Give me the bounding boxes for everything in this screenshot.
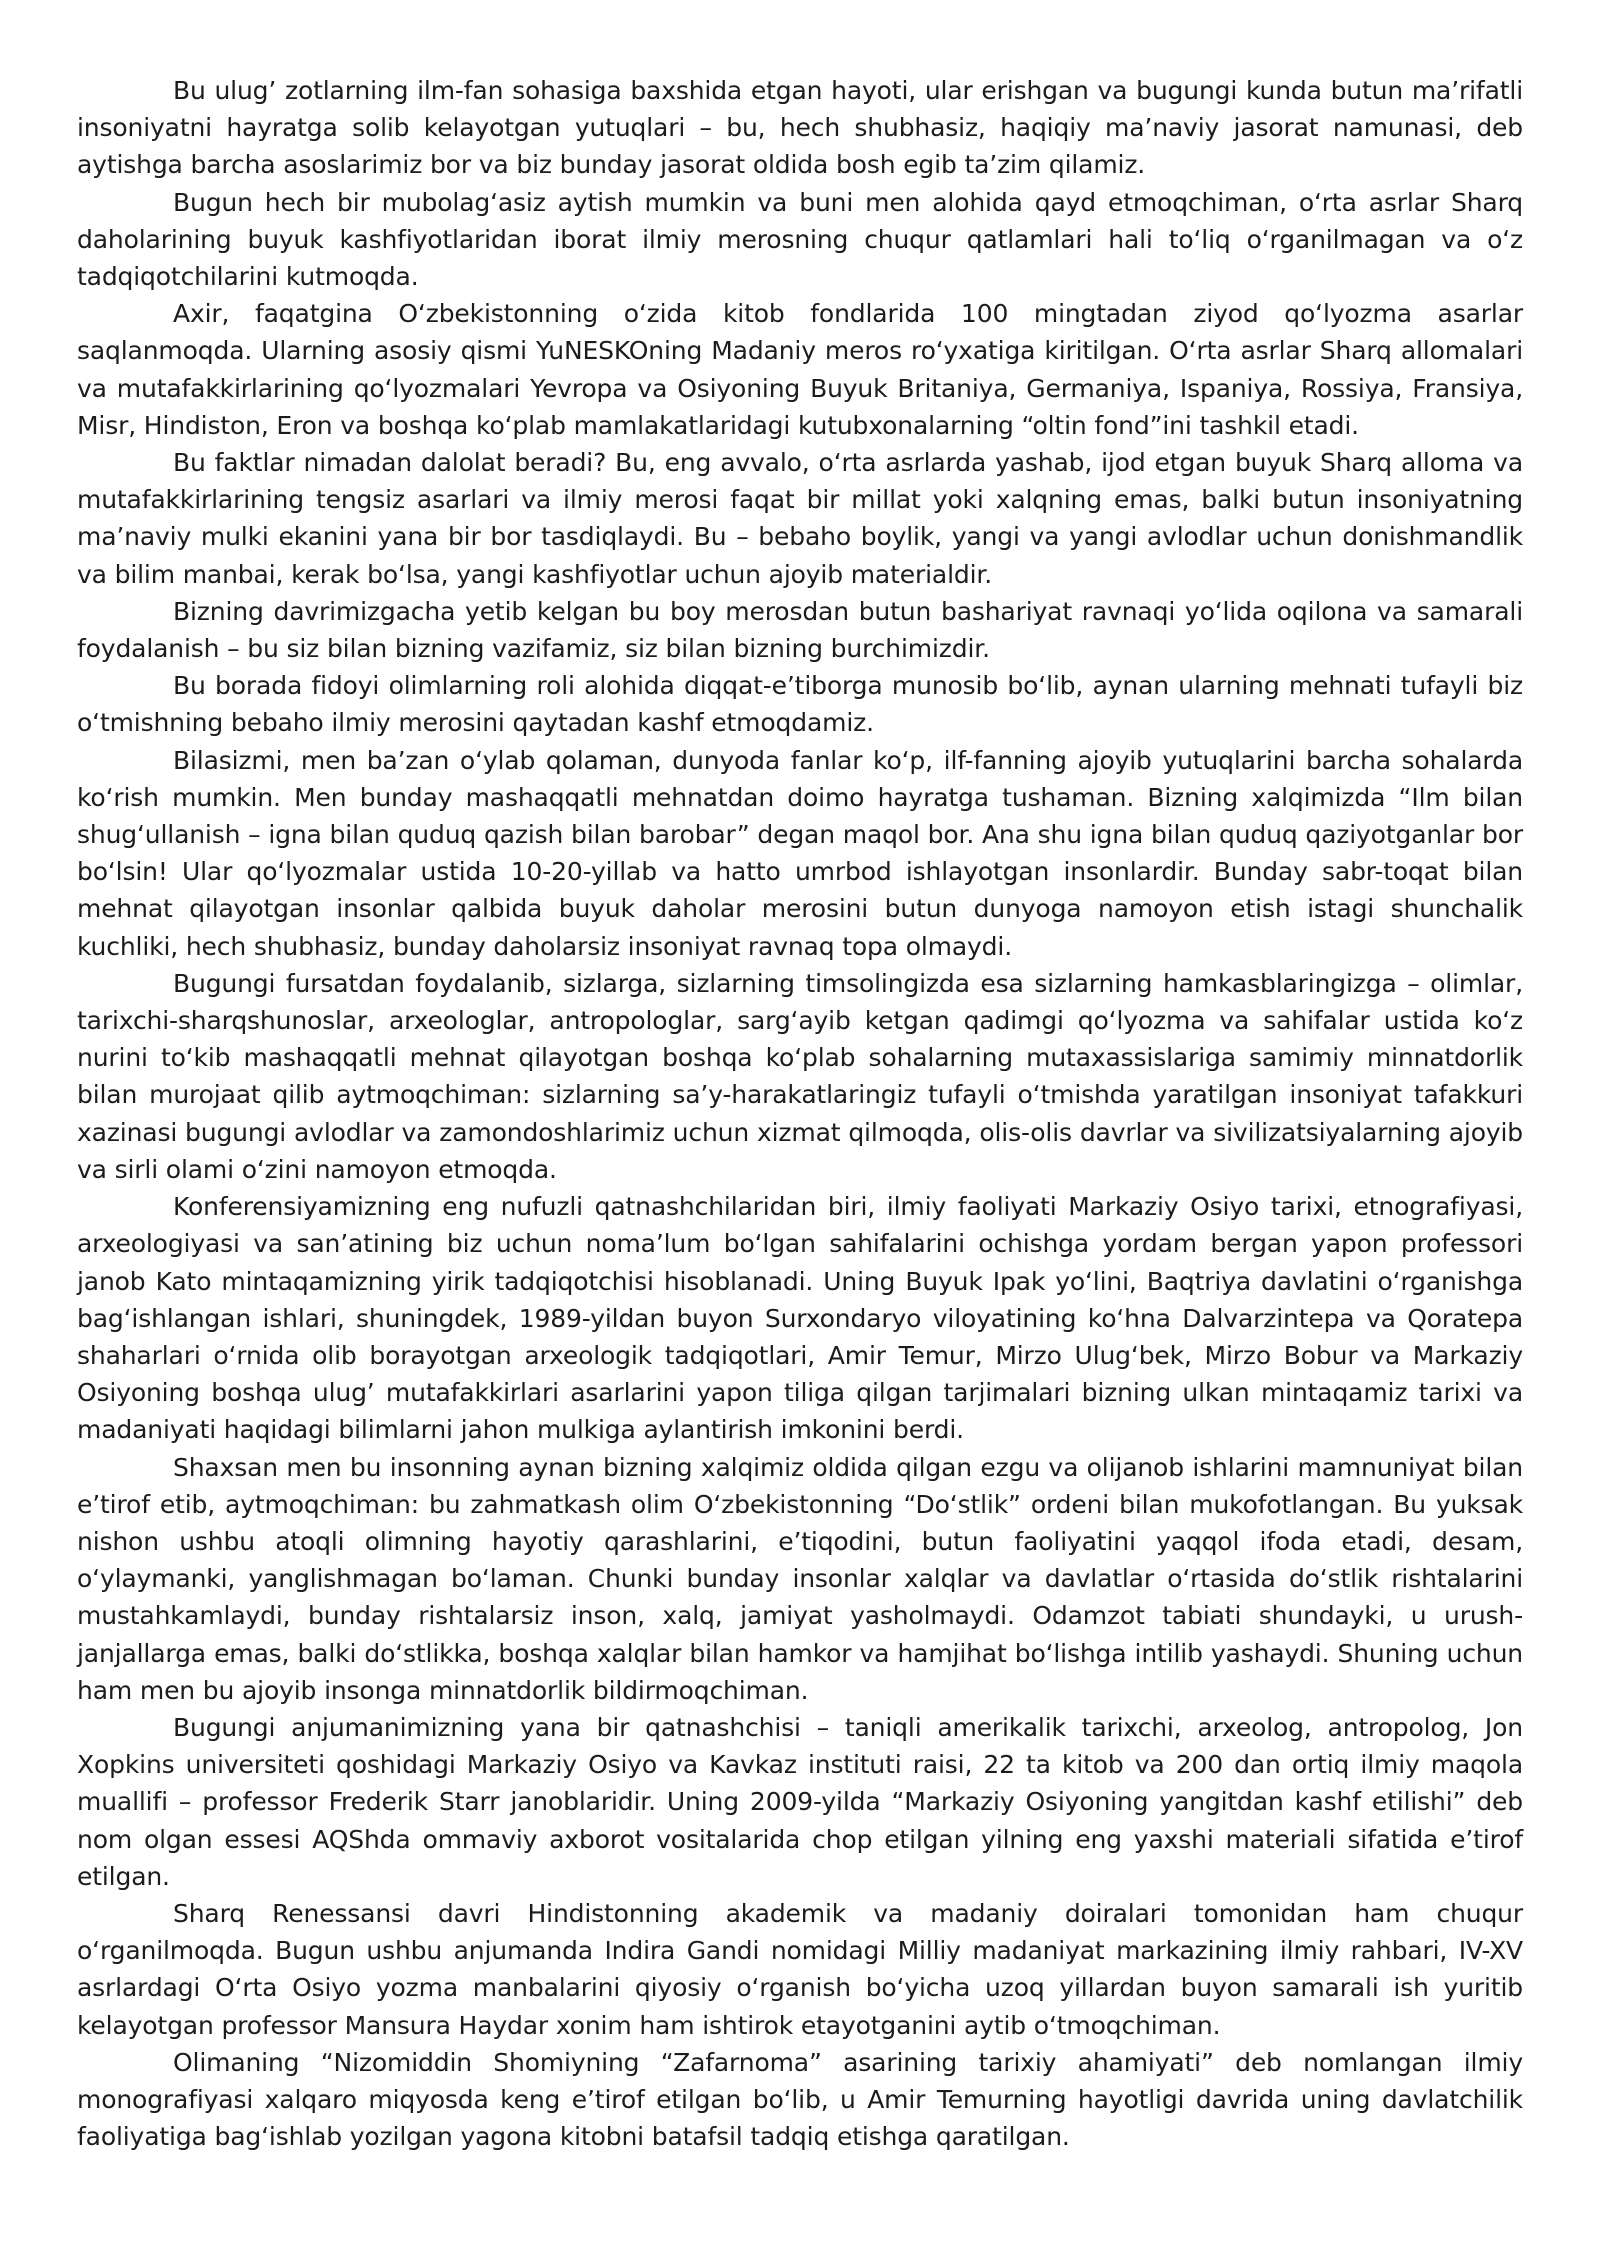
document-body bbox=[77, 72, 1523, 2155]
paragraph-12: Sharq Renessansi davri Hindistonning akademik va madaniy doiralari tomonidan ham chuqur o‘rganilmoqda. Bugun ushbu anjumanda Indira Gandi nomidagi Milliy madaniyat markazining ilmiy rahbari, IV-XV asrlardagi O‘rta Osiyo yozma manbalarini qiyosiy o‘rganish bo‘yicha uzoq yillardan buyon samarali ish yuritib kelayotgan professor Mansura Haydar xonim ham ishtirok etayotganini aytib o‘tmoqchiman. bbox=[77, 1898, 1523, 2040]
paragraph-5: Bizning davrimizgacha yetib kelgan bu boy merosdan butun bashariyat ravnaqi yo‘lida oqilona va samarali foydalanish – bu siz bilan bizning vazifamiz, siz bilan bizning burchimizdir. bbox=[77, 596, 1523, 664]
paragraph-2: Bugun hech bir mubolag‘asiz aytish mumkin va buni men alohida qayd etmoqchiman, o‘rta asrlar Sharq daholarining buyuk kashfiyotlaridan iborat ilmiy merosning chuqur qatlamlari hali to‘liq o‘rganilmagan va o‘z tadqiqotchilarini kutmoqda. bbox=[77, 187, 1523, 292]
paragraph-6: Bu borada fidoyi olimlarning roli alohida diqqat-e’tiborga munosib bo‘lib, aynan ularning mehnati tufayli biz o‘tmishning bebaho ilmiy merosini qaytadan kashf etmoqdamiz. bbox=[77, 671, 1523, 738]
paragraph-4: Bu faktlar nimadan dalolat beradi? Bu, eng avvalo, o‘rta asrlarda yashab, ijod etgan buyuk Sharq alloma va mutafakkirlarining tengsiz asarlari va ilmiy merosi faqat bir millat yoki xalqning emas, balki butun insoniyatning ma’naviy mulki ekanini yana bir bor tasdiqlaydi. Bu – bebaho boylik, yangi va yangi avlodlar uchun donishmandlik va bilim manbai, kerak bo‘lsa, yangi kashfiyotlar uchun ajoyib materialdir. bbox=[77, 448, 1523, 589]
paragraph-9: Konferensiyamizning eng nufuzli qatnashchilaridan biri, ilmiy faoliyati Markaziy Osiyo tarixi, etnografiyasi, arxeologiyasi va san’atining biz uchun noma’lum bo‘lgan sahifalarini ochishga yordam bergan yapon professori janob Kato mintaqamizning yirik tadqiqotchisi hisoblanadi. Uning Buyuk Ipak yo‘lini, Baqtriya davlatini o‘rganishga bag‘ishlangan ishlari, shuningdek, 1989-yildan buyon Surxondaryo viloyatining ko‘hna Dalvarzintepa va Qoratepa shaharlari o‘rnida olib borayotgan arxeologik tadqiqotlari, Amir Temur, Mirzo Ulug‘bek, Mirzo Bobur va Markaziy Osiyoning boshqa ulug’ mutafakkirlari asarlarini yapon tiliga qilgan tarjimalari bizning ulkan mintaqamiz tarixi va madaniyati haqidagi bilimlarni jahon mulkiga aylantirish imkonini berdi. bbox=[77, 1192, 1523, 1445]
paragraph-3: Axir, faqatgina O‘zbekistonning o‘zida kitob fondlarida 100 mingtadan ziyod qo‘lyozma asarlar saqlanmoqda. Ularning asosiy qismi YuNESKOning Madaniy meros ro‘yxatiga kiritilgan. O‘rta asrlar Sharq allomalari va mutafakkirlarining qo‘lyozmalari Yevropa va Osiyoning Buyuk Britaniya, Germaniya, Ispaniya, Rossiya, Fransiya, Misr, Hindiston, Eron va boshqa ko‘plab mamlakatlaridagi kutubxonalarning “oltin fond”ini tashkil etadi. bbox=[77, 299, 1523, 440]
paragraph-8: Bugungi fursatdan foydalanib, sizlarga, sizlarning timsolingizda esa sizlarning hamkasblaringizga – olimlar, tarixchi-sharqshunoslar, arxeologlar, antropologlar, sarg‘ayib ketgan qadimgi qo‘lyozma va sahifalar ustida ko‘z nurini to‘kib mashaqqatli mehnat qilayotgan boshqa ko‘plab sohalarning mutaxassislariga samimiy minnatdorlik bilan murojaat qilib aytmoqchiman: sizlarning sa’y-harakatlaringiz tufayli o‘tmishda yaratilgan insoniyat tafakkuri xazinasi bugungi avlodlar va zamondoshlarimiz uchun xizmat qilmoqda, olis-olis davrlar va sivilizatsiyalarning ajoyib va sirli olami o‘zini namoyon etmoqda. bbox=[77, 968, 1523, 1184]
paragraph-7: Bilasizmi, men ba’zan o‘ylab qolaman, dunyoda fanlar ko‘p, ilf-fanning ajoyib yutuqlarini barcha sohalarda ko‘rish mumkin. Men bunday mashaqqatli mehnatdan doimo hayratga tushaman. Bizning xalqimizda “Ilm bilan shug‘ullanish – igna bilan quduq qazish bilan barobar” degan maqol bor. Ana shu igna bilan quduq qaziyotganlar bor bo‘lsin! Ular qo‘lyozmalar ustida 10-20-yillab va hatto umrbod ishlayotgan insonlardir. Bunday sabr-toqat bilan mehnat qilayotgan insonlar qalbida buyuk daholar merosini butun dunyoga namoyon etish istagi shunchalik kuchliki, hech shubhasiz, bunday daholarsiz insoniyat ravnaq topa olmaydi. bbox=[77, 745, 1523, 961]
paragraph-11: Bugungi anjumanimizning yana bir qatnashchisi – taniqli amerikalik tarixchi, arxeolog, antropolog, Jon Xopkins universiteti qoshidagi Markaziy Osiyo va Kavkaz instituti raisi, 22 ta kitob va 200 dan ortiq ilmiy maqola muallifi – professor Frederik Starr janoblaridir. Uning 2009-yilda “Markaziy Osiyoning yangitdan kashf etilishi” deb nom olgan essesi AQShda ommaviy axborot vositalarida chop etilgan yilning eng yaxshi materiali sifatida e’tirof etilgan. bbox=[77, 1712, 1523, 1891]
paragraph-13: Olimaning “Nizomiddin Shomiyning “Zafarnoma” asarining tarixiy ahamiyati” deb nomlangan ilmiy monografiyasi xalqaro miqyosda keng e’tirof etilgan bo‘lib, u Amir Temurning hayotligi davrida uning davlatchilik faoliyatiga bag‘ishlab yozilgan yagona kitobni batafsil tadqiq etishga qaratilgan. bbox=[77, 2047, 1523, 2152]
paragraph-10: Shaxsan men bu insonning aynan bizning xalqimiz oldida qilgan ezgu va olijanob ishlarini mamnuniyat bilan e’tirof etib, aytmoqchiman: bu zahmatkash olim O‘zbekistonning “Do‘stlik” ordeni bilan mukofotlangan. Bu yuksak nishon ushbu atoqli olimning hayotiy qarashlarini, e’tiqodini, butun faoliyatini yaqqol ifoda etadi, desam, o‘ylaymanki, yanglishmagan bo‘laman. Chunki bunday insonlar xalqlar va davlatlar o‘rtasida do‘stlik rishtalarini mustahkamlaydi, bunday rishtalarsiz inson, xalq, jamiyat yasholmaydi. Odamzot tabiati shundayki, u urush-janjallarga emas, balki do‘stlikka, boshqa xalqlar bilan hamkor va hamjihat bo‘lishga intilib yashaydi. Shuning uchun ham men bu ajoyib insonga minnatdorlik bildirmoqchiman. bbox=[77, 1452, 1523, 1705]
paragraph-1: Bu ulug’ zotlarning ilm-fan sohasiga baxshida etgan hayoti, ular erishgan va bugungi kunda butun ma’rifatli insoniyatni hayratga solib kelayotgan yutuqlari – bu, hech shubhasiz, haqiqiy ma’naviy jasorat namunasi, deb aytishga barcha asoslarimiz bor va biz bunday jasorat oldida bosh egib ta’zim qilamiz. bbox=[77, 76, 1523, 180]
